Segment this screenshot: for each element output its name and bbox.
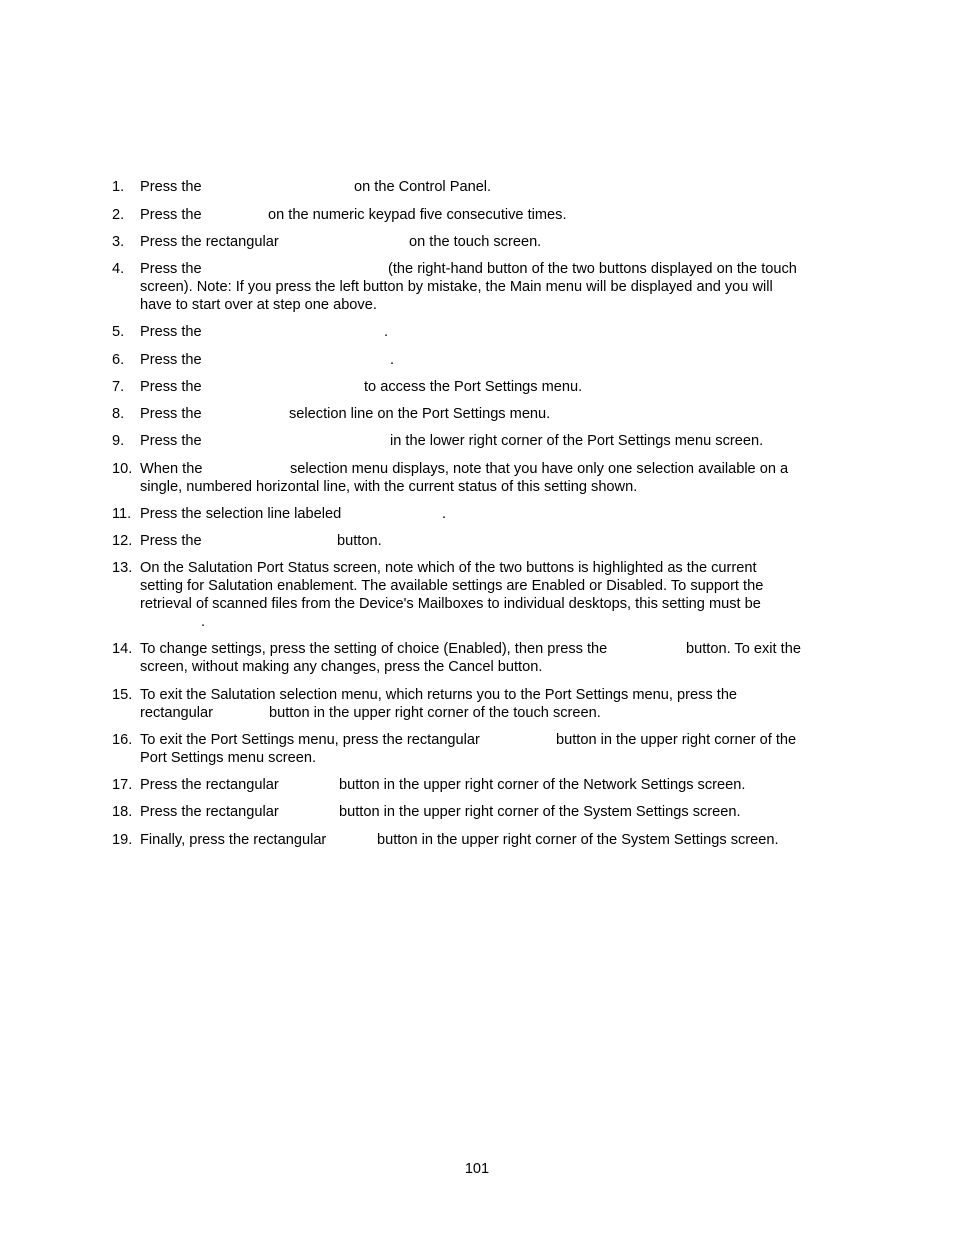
step-text: have to start over at step one above.: [140, 297, 377, 313]
step-text: Press the: [140, 352, 202, 368]
step-text: Press the: [140, 207, 202, 223]
step-number: 1.: [112, 179, 125, 195]
step-text: on the numeric keypad five consecutive times.: [268, 207, 567, 223]
step-text: Press the rectangular: [140, 234, 279, 250]
step-number: 16.: [112, 732, 133, 748]
step-text: selection menu displays, note that you have only one selection available on a: [290, 461, 789, 477]
step-text: On the Salutation Port Status screen, note which of the two buttons is highlighted as the current: [140, 560, 757, 576]
step-number: 4.: [112, 261, 125, 277]
step-text: button in the upper right corner of the System Settings screen.: [339, 804, 741, 820]
step-text: screen). Note: If you press the left button by mistake, the Main menu will be displayed and you will: [140, 279, 773, 295]
step-text: .: [390, 352, 395, 368]
step-text: When the: [140, 461, 203, 477]
step-number: 6.: [112, 352, 125, 368]
step-text: Press the rectangular: [140, 777, 279, 793]
step-text: To exit the Port Settings menu, press the rectangular: [140, 732, 480, 748]
step-text: Press the: [140, 179, 202, 195]
step-number: 15.: [112, 687, 133, 703]
step-text: in the lower right corner of the Port Settings menu screen.: [390, 433, 764, 449]
step-text: Press the: [140, 533, 202, 549]
step-text: Press the: [140, 261, 202, 277]
page-number: 101: [464, 1161, 490, 1177]
step-text: button.: [337, 533, 382, 549]
step-text: on the Control Panel.: [354, 179, 492, 195]
step-number: 3.: [112, 234, 125, 250]
step-text: Finally, press the rectangular: [140, 832, 327, 848]
step-text: .: [384, 324, 389, 340]
step-number: 17.: [112, 777, 133, 793]
step-text: button in the upper right corner of the System Settings screen.: [377, 832, 779, 848]
step-text: button in the upper right corner of the touch screen.: [269, 705, 601, 721]
step-text: To exit the Salutation selection menu, which returns you to the Port Settings menu, press the: [140, 687, 738, 703]
step-number: 14.: [112, 641, 133, 657]
step-text: button in the upper right corner of the Network Settings screen.: [339, 777, 746, 793]
step-number: 12.: [112, 533, 133, 549]
step-text: .: [201, 614, 206, 630]
step-text: Press the selection line labeled: [140, 506, 342, 522]
step-number: 9.: [112, 433, 125, 449]
step-text: Press the: [140, 379, 202, 395]
step-number: 7.: [112, 379, 125, 395]
step-text: screen, without making any changes, press the Cancel button.: [140, 659, 543, 675]
step-text: rectangular: [140, 705, 214, 721]
step-number: 10.: [112, 461, 133, 477]
step-number: 19.: [112, 832, 133, 848]
step-number: 8.: [112, 406, 125, 422]
step-text: To change settings, press the setting of choice (Enabled), then press the: [140, 641, 608, 657]
step-text: single, numbered horizontal line, with the current status of this setting shown.: [140, 479, 638, 495]
step-text: .: [442, 506, 447, 522]
step-text: Press the: [140, 324, 202, 340]
step-text: Port Settings menu screen.: [140, 750, 317, 766]
step-number: 18.: [112, 804, 133, 820]
step-text: to access the Port Settings menu.: [364, 379, 583, 395]
step-text: retrieval of scanned files from the Device's Mailboxes to individual desktops, this setting must be: [140, 596, 761, 612]
step-number: 2.: [112, 207, 125, 223]
step-text: setting for Salutation enablement. The available settings are Enabled or Disabled. To support the: [140, 578, 764, 594]
step-text: (the right-hand button of the two buttons displayed on the touch: [388, 261, 797, 277]
step-number: 13.: [112, 560, 133, 576]
step-text: button in the upper right corner of the: [556, 732, 797, 748]
step-text: Press the: [140, 406, 202, 422]
step-text: Press the: [140, 433, 202, 449]
step-text: Press the rectangular: [140, 804, 279, 820]
step-text: on the touch screen.: [409, 234, 542, 250]
step-number: 11.: [112, 506, 132, 522]
step-number: 5.: [112, 324, 125, 340]
step-text: selection line on the Port Settings menu.: [289, 406, 551, 422]
step-text: button. To exit the: [686, 641, 801, 657]
